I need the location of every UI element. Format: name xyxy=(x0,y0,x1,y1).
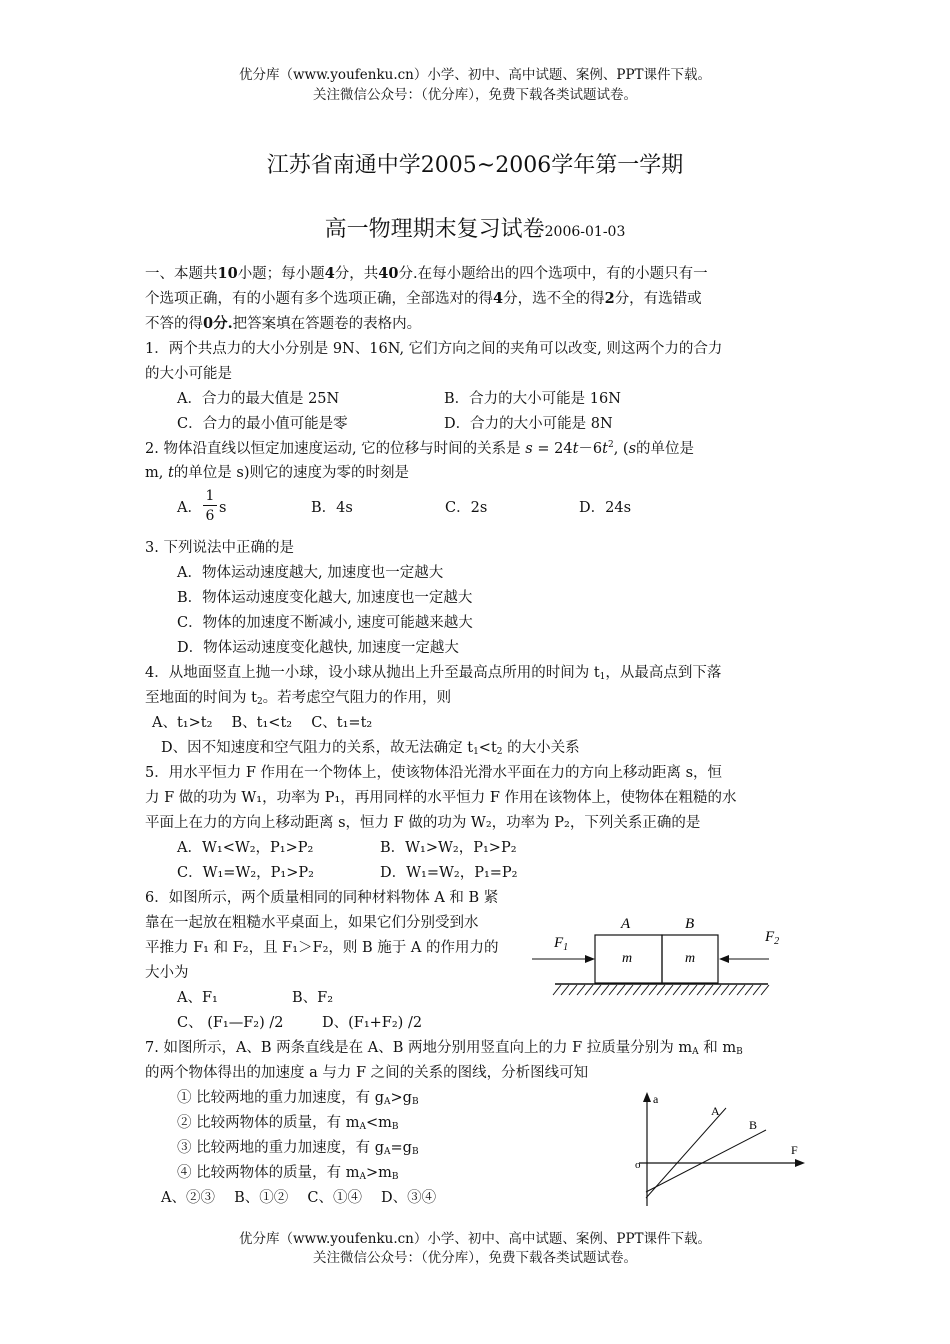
graph-line-b xyxy=(646,1130,766,1192)
q3-option-a: A．物体运动速度越大, 加速度也一定越大 xyxy=(177,565,444,581)
origin-label: o xyxy=(635,1159,641,1171)
footer-line-1: 优分库（www.youfenku.cn）小学、初中、高中试题、案例、PPT课件下载。 xyxy=(238,1231,712,1247)
q1-option-c: C．合力的最小值可能是零 xyxy=(177,416,348,432)
graph-line-b-label: B xyxy=(749,1118,758,1132)
y-axis-arrowhead xyxy=(643,1092,651,1102)
q5-option-c: C．W₁=W₂，P₁>P₂ xyxy=(177,865,314,881)
q7-statement-1: ① 比较两地的重力加速度，有 $g_A>g_B$ xyxy=(177,1090,419,1107)
q7-choices: A、②③ B、①② C、①④ D、③④ xyxy=(161,1190,437,1206)
force-f1-arrowhead xyxy=(585,955,595,963)
q5-stem-1: 5．用水平恒力 F 作用在一个物体上，使该物体沿光滑水平面在力的方向上移动距离 s，恒 xyxy=(145,765,723,781)
q1-stem-1: 1．两个共点力的大小分别是 9N、16N, 它们方向之间的夹角可以改变, 则这两个力的合力 xyxy=(145,341,723,357)
exam-title: 江苏省南通中学2005~2006学年第一学期 xyxy=(266,153,684,178)
exam-subtitle xyxy=(0,212,950,243)
q7-statement-2: ② 比较两物体的质量，有 $m_A<m_B$ xyxy=(177,1115,399,1132)
q2-option-a-unit: s xyxy=(219,500,227,516)
q3-stem: 3. 下列说法中正确的是 xyxy=(145,540,294,556)
exam-date: 2006-01-03 xyxy=(544,224,626,240)
q6-stem-1: 6．如图所示，两个质量相同的同种材料物体 A 和 B 紧 xyxy=(145,890,499,906)
a-f-graph xyxy=(625,1088,815,1213)
q6-option-b: B、F₂ xyxy=(292,990,334,1006)
header-line-1: 优分库（www.youfenku.cn）小学、初中、高中试题、案例、PPT课件下载。 xyxy=(238,67,712,83)
block-a-label: A xyxy=(621,916,631,932)
q4-stem-2: 至地面的时间为 $t_2$。若考虑空气阻力的作用，则 xyxy=(145,690,452,707)
x-axis-arrowhead xyxy=(795,1159,805,1167)
q5-stem-3: 平面上在力的方向上移动距离 s，恒力 F 做的功为 W₂，功率为 P₂，下列关系正确的是 xyxy=(145,815,701,831)
q1-option-d: D．合力的大小可能是 8N xyxy=(444,416,613,432)
block-a-mass: m xyxy=(622,951,633,966)
q6-option-a: A、F₁ xyxy=(177,990,218,1006)
q2-option-b: B．4s xyxy=(311,500,353,516)
y-axis-label: a xyxy=(653,1092,659,1106)
block-b-mass: m xyxy=(685,951,696,966)
q1-option-b: B．合力的大小可能是 16N xyxy=(444,391,621,407)
q2-option-d: D．24s xyxy=(579,500,632,516)
force-f2-label: $F_2$ xyxy=(765,929,780,947)
q6-option-c: C、 (F₁—F₂) /2 xyxy=(177,1015,284,1031)
q7-statement-4: ④ 比较两物体的质量，有 $m_A>m_B$ xyxy=(177,1165,399,1182)
q1-option-a: A．合力的最大值是 25N xyxy=(177,391,340,407)
graph-line-a-label: A xyxy=(711,1104,720,1118)
q5-option-b: B．W₁>W₂，P₁>P₂ xyxy=(380,840,517,856)
block-b-label: B xyxy=(685,916,695,932)
force-f2-arrowhead xyxy=(719,955,729,963)
instructions-line-1: 一、本题共10小题；每小题4分，共40分.在每小题给出的四个选项中，有的小题只有一 xyxy=(145,265,708,282)
q2-stem-1: 2. 物体沿直线以恒定加速度运动, 它的位移与时间的关系是 $s = 24t-6t^2$, (s的单位是 xyxy=(145,440,695,457)
q3-option-c: C．物体的加速度不断减小, 速度可能越来越大 xyxy=(177,615,473,631)
force-f1-label: $F_1$ xyxy=(554,935,569,953)
instructions-line-3: 不答的得0分.把答案填在答题卷的表格内。 xyxy=(145,315,422,332)
q7-stem-1: 7. 如图所示，A、B 两条直线是在 A、B 两地分别用竖直向上的力 F 拉质量分别为 $m_A$ 和 $m_B$ xyxy=(145,1040,743,1057)
q5-stem-2: 力 F 做的功为 W₁，功率为 P₁，再用同样的水平恒力 F 作用在该物体上，使物体在粗糙的水 xyxy=(145,790,737,806)
q2-option-a-label: A． xyxy=(177,500,202,516)
q3-option-b: B．物体运动速度变化越大, 加速度也一定越大 xyxy=(177,590,473,606)
q5-option-d: D．W₁=W₂，P₁=P₂ xyxy=(380,865,518,881)
footer-line-2: 关注微信公众号：（优分库），免费下载各类试题试卷。 xyxy=(313,1250,637,1266)
q7-stem-2: 的两个物体得出的加速度 a 与力 F 之间的关系的图线，分析图线可知 xyxy=(145,1065,589,1081)
q2-option-a-fraction xyxy=(203,488,217,526)
fraction-denominator: 6 xyxy=(205,508,215,524)
q6-stem-4: 大小为 xyxy=(145,965,189,981)
q4-stem-1: 4．从地面竖直上抛一小球，设小球从抛出上升至最高点所用的时间为 $t_1$，从最高点到下落 xyxy=(145,665,722,682)
instructions-line-2: 个选项正确，有的小题有多个选项正确，全部选对的得4分，选不全的得2分，有选错或 xyxy=(145,290,702,307)
q2-stem-2: m, t的单位是 s)则它的速度为零的时刻是 xyxy=(145,465,410,481)
q5-option-a: A．W₁<W₂，P₁>P₂ xyxy=(177,840,314,856)
q4-option-d: D、因不知速度和空气阻力的关系，故无法确定 $t_1<t_2$ 的大小关系 xyxy=(161,740,580,757)
subtitle-text: 高一物理期末复习试卷 xyxy=(324,217,545,242)
q6-stem-2: 靠在一起放在粗糙水平桌面上，如果它们分别受到水 xyxy=(145,915,479,931)
x-axis-label: F xyxy=(791,1143,798,1157)
q1-stem-2: 的大小可能是 xyxy=(145,366,232,382)
header-line-2: 关注微信公众号：（优分库），免费下载各类试题试卷。 xyxy=(313,87,637,103)
q7-statement-3: ③ 比较两地的重力加速度，有 $g_A=g_B$ xyxy=(177,1140,419,1157)
blocks-diagram xyxy=(525,905,780,1000)
q2-option-c: C．2s xyxy=(445,500,488,516)
q4-options-abc: A、t₁>t₂ B、t₁<t₂ C、t₁=t₂ xyxy=(152,715,373,731)
surface-hatching xyxy=(553,985,769,995)
q6-stem-3: 平推力 F₁ 和 F₂，且 F₁＞F₂，则 B 施于 A 的作用力的 xyxy=(145,940,499,956)
q3-option-d: D．物体运动速度变化越快, 加速度一定越大 xyxy=(177,640,459,656)
graph-line-a xyxy=(646,1108,726,1198)
fraction-numerator: 1 xyxy=(205,488,215,504)
q6-option-d: D、(F₁+F₂) /2 xyxy=(322,1015,423,1031)
